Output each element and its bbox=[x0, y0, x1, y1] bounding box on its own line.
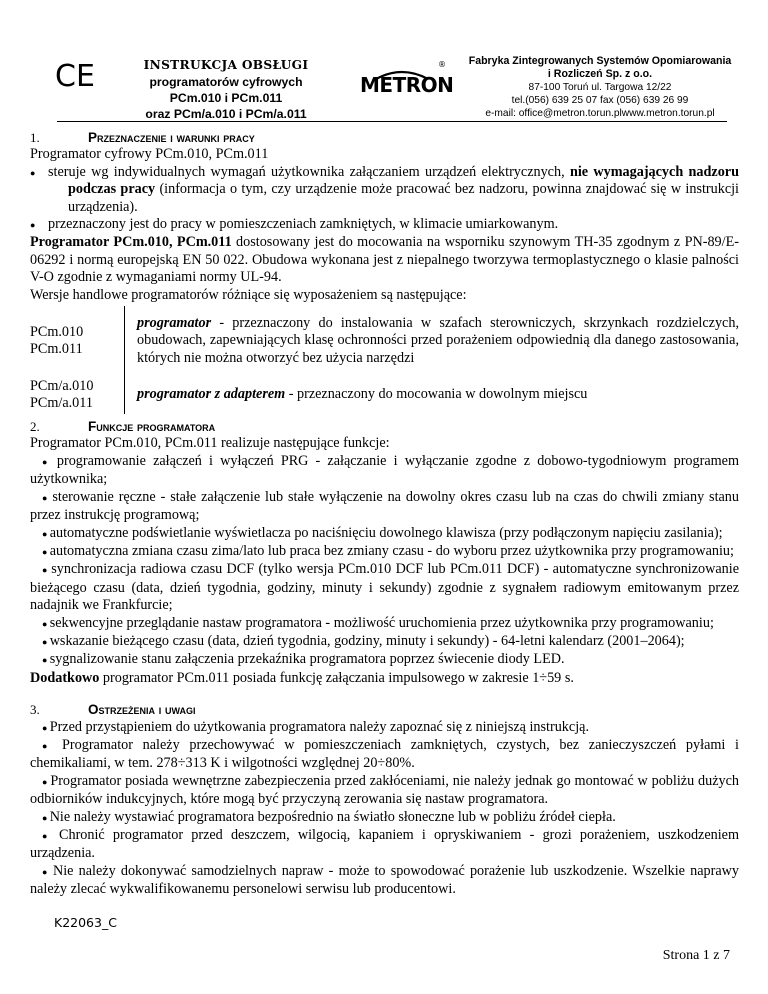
ce-mark-text: CE bbox=[55, 60, 95, 90]
section-2-heading bbox=[30, 418, 739, 435]
list-item: ● Chronić programator przed deszczem, wilgocią, kapaniem i opryskiwaniem - grozi porażeniem, uszkodzeniem urządzenia. bbox=[30, 827, 740, 862]
section-number: 2. bbox=[30, 419, 40, 435]
document-body bbox=[30, 125, 739, 899]
bullet-icon: ● bbox=[42, 636, 50, 647]
document-code: K22063_C bbox=[54, 915, 117, 930]
bullet-icon: ● bbox=[42, 812, 50, 823]
list-item: ● Nie należy wystawiać programatora bezpośrednio na światło słoneczne lub w pobliżu źródeł ciepła. bbox=[42, 808, 616, 825]
bullet-icon: ● bbox=[42, 546, 50, 557]
company-name-2: i Rozliczeń Sp. z o.o. bbox=[547, 68, 653, 80]
list-item: ● automatyczna zmiana czasu zima/lato lub praca bez zmiany czasu - do wyboru przez użytkownika przy programowaniu; bbox=[42, 542, 734, 559]
company-info bbox=[452, 55, 748, 120]
version-codes-column bbox=[30, 306, 124, 414]
section-2-intro: Programator PCm.010, PCm.011 realizuje następujące funkcje: bbox=[30, 435, 390, 452]
document-header bbox=[0, 0, 768, 125]
document-subtitle-2: PCm.010 i PCm.011 bbox=[169, 91, 283, 105]
mounting-paragraph: Programator PCm.010, PCm.011 dostosowany jest do mocowania na wsporniku szynowym TH-35 zgodnym z PN-89/E-06292 i normą europejską EN 50 022. Obudowa wykonana jest z niepalnego tworzywa termoplastycznego o klasie palności V-O zgodnie z wymaganiami normy UL-94. bbox=[30, 234, 739, 286]
warnings-list bbox=[30, 719, 739, 899]
section-number: 1. bbox=[30, 130, 40, 145]
metron-logo bbox=[358, 57, 454, 99]
bullet-icon: ● bbox=[30, 220, 36, 231]
header-divider bbox=[57, 121, 727, 122]
section-title: Ostrzeżenia i uwagi bbox=[88, 702, 196, 718]
section-1-heading bbox=[30, 129, 739, 146]
section-1-intro: Programator cyfrowy PCm.010, PCm.011 bbox=[30, 146, 269, 163]
list-item: ● Programator posiada wewnętrzne zabezpieczenia przed zakłóceniami, nie należy jednak go montować w pobliżu dużych odbiorników indukcyjnych, które mogą być przyczyną zerowania się nastaw programatora. bbox=[30, 772, 739, 808]
list-item: ● automatyczne podświetlanie wyświetlacza po naciśnięciu dowolnego klawisza (przy podłączonym napięciu zasilania); bbox=[42, 524, 723, 541]
document-title: INSTRUKCJA OBSŁUGI bbox=[143, 58, 309, 72]
bullet-icon: ● bbox=[42, 492, 53, 503]
section-title: Funkcje programatora bbox=[88, 419, 216, 435]
bullet-icon: ● bbox=[30, 167, 36, 178]
document-subtitle-3: oraz PCm/a.010 i PCm/a.011 bbox=[145, 107, 307, 121]
bullet-icon: ● bbox=[42, 528, 50, 539]
list-item: ● sterowanie ręczne - stałe załączenie lub stałe wyłączenie na dowolny okres czasu lub na czas do chwili zmiany stanu przez instrukcję programową; bbox=[30, 488, 739, 524]
bullet-icon: ● bbox=[42, 831, 60, 841]
page-number: Strona 1 z 7 bbox=[662, 948, 730, 963]
list-item bbox=[30, 164, 739, 216]
section-number: 3. bbox=[30, 702, 40, 718]
section-3-heading bbox=[30, 701, 739, 718]
version-codes-2: PCm/a.010 PCm/a.011 bbox=[30, 377, 94, 412]
extra-function-paragraph: Dodatkowo programator PCm.011 posiada funkcję załączania impulsowego w zakresie 1÷59 s. bbox=[30, 669, 574, 686]
bullet-icon: ● bbox=[42, 655, 50, 666]
bullet-icon: ● bbox=[42, 456, 57, 467]
company-email: e-mail: office@metron.torun.plwww.metron.torun.pl bbox=[485, 108, 715, 119]
document-title-block bbox=[120, 57, 332, 122]
ce-mark-icon bbox=[55, 60, 101, 90]
company-address: 87-100 Toruń ul. Targowa 12/22 bbox=[528, 82, 672, 93]
bullet-icon: ● bbox=[42, 722, 50, 733]
logo-text: METRON bbox=[360, 73, 454, 97]
bullet-icon: ● bbox=[42, 740, 63, 751]
version-desc-1: programator - przeznaczony do instalowania w szafach sterowniczych, skrzynkach rozdzielczych, obudowach, zapewniających klasę ochronności przed porażeniem odpowiednią dla danego zastosowania, których nie można otworzyć bez użycia narzędzi bbox=[137, 314, 739, 366]
company-phone: tel.(056) 639 25 07 fax (056) 639 26 99 bbox=[511, 95, 689, 106]
registered-mark: ® bbox=[438, 60, 446, 69]
version-desc-2: programator z adapterem - przeznaczony do mocowania w dowolnym miejscu bbox=[137, 386, 588, 403]
section-title: Przeznaczenie i warunki pracy bbox=[88, 130, 255, 145]
list-item-text: steruje wg indywidualnych wymagań użytkownika załączaniem urządzeń elektrycznych, nie wymagających nadzoru podczas pracy (informacja o tym, czy urządzenie może pracować bez nadzoru, powinna znajdować się w instrukcji urządzenia). bbox=[48, 163, 739, 215]
list-item: ● sekwencyjne przeglądanie nastaw programatora - możliwość uruchomienia przez użytkownika przy programowaniu; bbox=[42, 614, 714, 631]
list-item-text: przeznaczony jest do pracy w pomieszczeniach zamkniętych, w klimacie umiarkowanym. bbox=[48, 216, 559, 233]
list-item: ● sygnalizowanie stanu załączenia przekaźnika programatora poprzez świecenie diody LED. bbox=[42, 651, 565, 668]
functions-list bbox=[30, 453, 739, 670]
list-item: ● programowanie załączeń i wyłączeń PRG - załączanie i wyłączanie zgodne z dobowo-tygodniowym programem użytkownika; bbox=[30, 452, 740, 488]
versions-table bbox=[30, 306, 739, 414]
version-codes-1: PCm.010 PCm.011 bbox=[30, 323, 84, 358]
company-name-1: Fabryka Zintegrowanych Systemów Opomiarowania bbox=[468, 55, 732, 67]
bullet-icon: ● bbox=[42, 776, 51, 787]
list-item: ● Przed przystąpieniem do użytkowania programatora należy zapoznać się z niniejszą instrukcją. bbox=[42, 718, 589, 735]
list-item: ● synchronizacja radiowa czasu DCF (tylko wersja PCm.010 DCF lub PCm.011 DCF) - automatyczne synchronizowanie bieżącego czasu (data, dzień tygodnia, godziny, minuty i sekundy) zgodnie z sygnałem radiowym emitowanym przez nadajnik we Frankfurcie; bbox=[30, 561, 739, 614]
bullet-icon: ● bbox=[42, 565, 52, 576]
list-item: ● Programator należy przechowywać w pomieszczeniach zamkniętych, czystych, bez zanieczyszczeń pyłami i chemikaliami, w tem. 278÷313 K i wilgotności względnej 20÷80%. bbox=[30, 736, 739, 772]
list-item bbox=[30, 216, 739, 234]
versions-intro: Wersje handlowe programatorów różniące się wyposażeniem są następujące: bbox=[30, 286, 467, 303]
bullet-icon: ● bbox=[42, 866, 53, 877]
bullet-icon: ● bbox=[42, 618, 50, 629]
list-item: ● Nie należy dokonywać samodzielnych napraw - może to spowodować porażenie lub uszkodzenie. Wszelkie naprawy należy zlecać wykwalifikowanemu personelowi serwisu lub producentowi. bbox=[30, 862, 739, 898]
document-subtitle-1: programatorów cyfrowych bbox=[149, 75, 303, 89]
list-item: ● wskazanie bieżącego czasu (data, dzień tygodnia, godziny, minuty i sekundy) - 64-letni kalendarz (2001–2064); bbox=[42, 632, 685, 649]
version-descriptions bbox=[124, 306, 739, 414]
